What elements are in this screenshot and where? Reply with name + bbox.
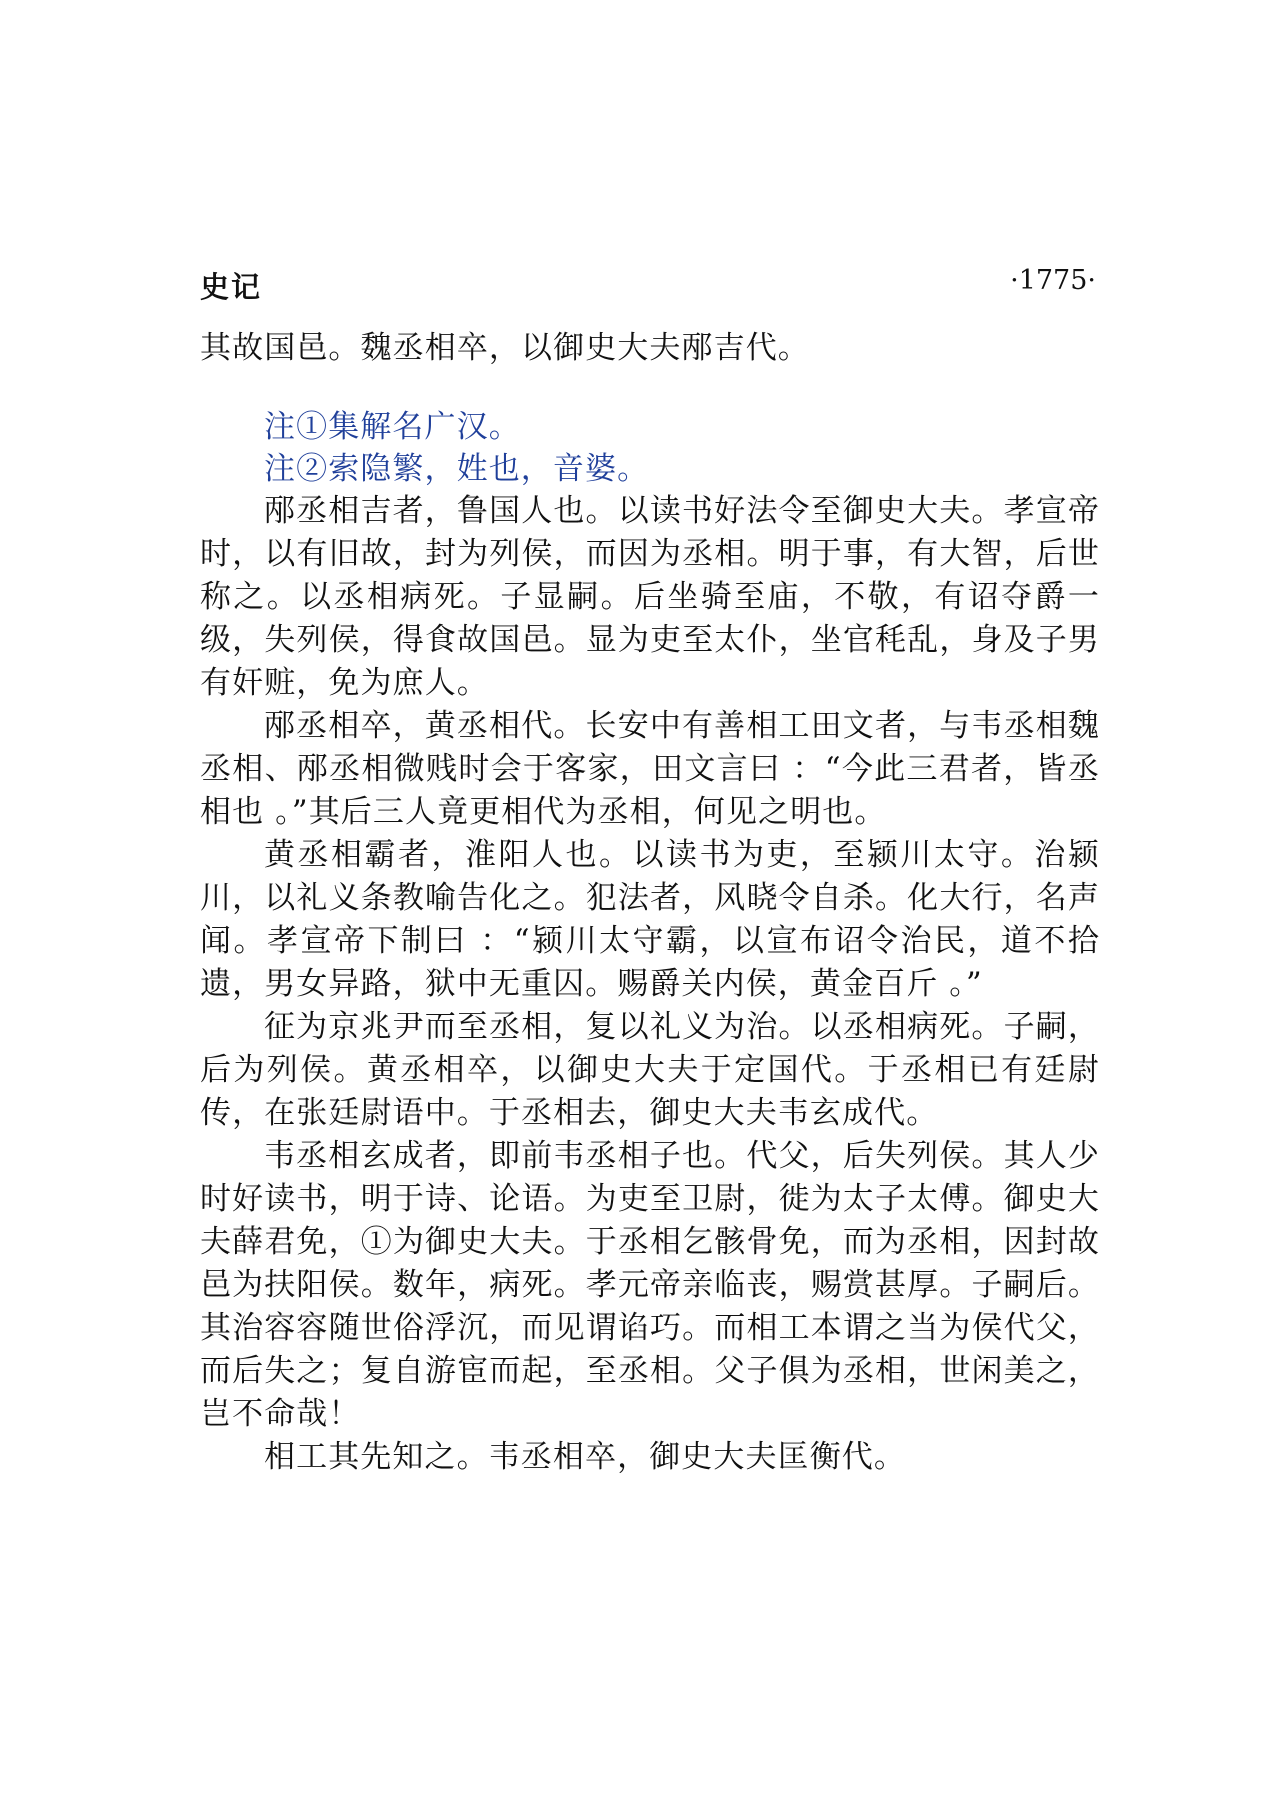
paragraph-huang-ba: 黄丞相霸者，淮阳人也。以读书为吏，至颍川太守。治颍川，以礼义条教喻告化之。犯法者，风晓令自杀。化大行，名声闻。孝宣帝下制曰 ：“颍川太守霸，以宣布诏令治民，道不拾遗，男女异路，狱中无重囚。赐爵关内侯，黄金百斤 。”	[200, 837, 1100, 1002]
page-number: ·1775·	[1010, 265, 1096, 296]
paragraph-huang-succession: 征为京兆尹而至丞相，复以礼义为治。以丞相病死。子嗣，后为列侯。黄丞相卒，以御史大夫于定国代。于丞相已有廷尉传，在张廷尉语中。于丞相去，御史大夫韦玄成代。	[200, 1009, 1100, 1131]
lead-line: 其故国邑。魏丞相卒，以御史大夫邴吉代。	[200, 330, 810, 366]
paragraph-wei-xuancheng: 韦丞相玄成者，即前韦丞相子也。代父，后失列侯。其人少时好读书，明于诗、论语。为吏至卫尉，徙为太子太傅。御史大夫薛君免，①为御史大夫。于丞相乞骸骨免，而为丞相，因封故邑为扶阳侯。数年，病死。孝元帝亲临丧，赐赏甚厚。子嗣后。其治容容随世俗浮沉，而见谓谄巧。而相工本谓之当为侯代父，而后失之；复自游宦而起，至丞相。父子俱为丞相，世闲美之，岂不命哉！	[200, 1138, 1100, 1432]
paragraph-tian-wen: 邴丞相卒，黄丞相代。长安中有善相工田文者，与韦丞相魏丞相、邴丞相微贱时会于客家，田文言曰 ：“今此三君者，皆丞相也 。”其后三人竟更相代为丞相，何见之明也。	[200, 708, 1100, 830]
footnote-2: 注②索隐繁，姓也，音婆。	[264, 451, 650, 487]
footnote-1: 注①集解名广汉。	[264, 409, 521, 445]
book-title: 史记	[200, 270, 263, 304]
page-header	[200, 265, 1100, 305]
paragraph-kuang-heng: 相工其先知之。韦丞相卒，御史大夫匡衡代。	[264, 1439, 906, 1475]
paragraph-bing-ji: 邴丞相吉者，鲁国人也。以读书好法令至御史大夫。孝宣帝时，以有旧故，封为列侯，而因为丞相。明于事，有大智，后世称之。以丞相病死。子显嗣。后坐骑至庙，不敬，有诏夺爵一级，失列侯，得食故国邑。显为吏至太仆，坐官秏乱，身及子男有奸赃，免为庶人。	[200, 493, 1100, 701]
document-page	[200, 265, 1100, 1479]
